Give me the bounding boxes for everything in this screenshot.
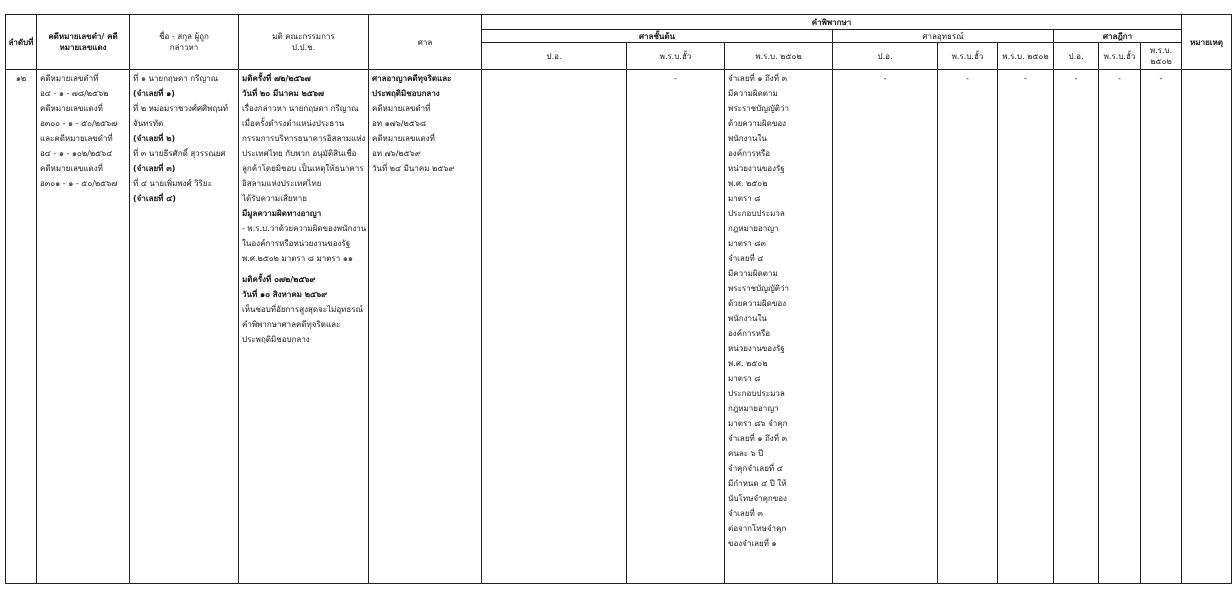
first-court-2502-line: ประกอบประมวล <box>728 209 785 218</box>
row-court <box>369 70 482 584</box>
first-court-2502-line: พนักงานใน <box>728 314 767 323</box>
first-court-2502-line: พ.ศ. ๒๕๐๒ <box>728 359 768 368</box>
header-resolution: มติ คณะกรรมการ ป.ป.ช. <box>239 15 369 70</box>
row-resolution <box>239 70 369 584</box>
resolution-1-date: วันที่ ๒๐ มีนาคม ๒๕๖๗ <box>242 89 325 98</box>
first-court-2502-line: มีความผิดตาม <box>728 269 778 278</box>
first-court-2502-line: มาตรา ๘ <box>728 374 761 383</box>
row-accused-names <box>130 70 239 584</box>
header-court: ศาล <box>369 15 482 70</box>
accused-line: (จำเลยที่ ๔) <box>133 194 176 203</box>
header-appeal-po: ป.อ. <box>833 43 938 70</box>
header-supreme-prb-hua: พ.ร.บ.ฮั้ว <box>1099 43 1141 70</box>
case-number-line: อ๔ - ๑ - ๑๐๒/๒๕๖๔ <box>40 149 113 158</box>
case-number-line: อ๔ - ๑ - ๗๘/๒๕๖๒ <box>40 89 109 98</box>
first-court-2502-line: กฎหมายอาญา <box>728 224 779 233</box>
row-appeal-prb-2502: - <box>998 70 1054 584</box>
first-court-2502-line: พระราชบัญญัติว่า <box>728 284 789 293</box>
resolution-1-line: ลูกค้าโดยมิชอบ เป็นเหตุให้ธนาคาร <box>242 164 364 173</box>
row-first-prb-hua: - <box>627 70 725 584</box>
row-appeal-prb-hua: - <box>938 70 998 584</box>
case-number-line: คดีหมายเลขแดงที่ <box>40 104 103 113</box>
row-appeal-po: - <box>833 70 938 584</box>
header-appeal-court: ศาลอุทธรณ์ <box>833 30 1054 43</box>
case-number-line: คดีหมายเลขดำที่ <box>40 74 99 83</box>
accused-line: (จำเลยที่ ๑) <box>133 89 175 98</box>
row-first-po <box>482 70 627 584</box>
resolution-1-line: ได้รับความเสียหาย <box>242 194 307 203</box>
first-court-2502-line: มาตรา ๘ <box>728 194 761 203</box>
resolution-1-basis-line: - พ.ร.บ.ว่าด้วยความผิดของพนักงาน <box>242 224 367 233</box>
first-court-2502-line: หน่วยงานของรัฐ <box>728 164 785 173</box>
resolution-1-line: เรื่องกล่าวหา นายกฤษดา กรีญาณ <box>242 104 359 113</box>
first-court-2502-line: ต่อจากโทษจำคุก <box>728 524 787 533</box>
accused-line: ที่ ๒ หม่อมราชวงศ์ศศิพฤนท์ <box>133 104 228 113</box>
first-court-2502-line: ด้วยความผิดของ <box>728 119 787 128</box>
resolution-2-line: เห็นชอบที่อัยการสูงสุดจะไม่อุทธรณ์ <box>242 305 364 314</box>
first-court-2502-line: หน่วยงานของรัฐ <box>728 344 785 353</box>
resolution-1-line: ประเทศไทย กับพวก อนุมัติสินเชื่อ <box>242 149 357 158</box>
accused-line: ที่ ๑ นายกฤษดา กรีญาณ <box>133 74 219 83</box>
header-name: ชื่อ - สกุล ผู้ถูกกล่าวหา <box>130 15 239 70</box>
row-supreme-prb-hua: - <box>1099 70 1141 584</box>
header-first-po: ป.อ. <box>482 43 627 70</box>
header-first-prb-hua: พ.ร.บ.ฮั้ว <box>627 43 725 70</box>
resolution-1-basis-line: พ.ศ.๒๕๐๒ มาตรา ๘ มาตรา ๑๑ <box>242 254 353 263</box>
resolution-1-line: กรรมการบริหารธนาคารอิสลามแห่ง <box>242 134 366 143</box>
resolution-1-basis-title: มีมูลความผิดทางอาญา <box>242 209 322 218</box>
first-court-2502-line: องค์การหรือ <box>728 329 771 338</box>
row-case-numbers <box>37 70 130 584</box>
accused-line: จันทรทัต <box>133 119 164 128</box>
row-no: ๑๒ <box>6 70 37 584</box>
header-supreme-po: ป.อ. <box>1054 43 1099 70</box>
judgment-table <box>5 14 1232 584</box>
first-court-2502-line: จำเลยที่ ๑ ถึงที่ ๓ <box>728 434 787 443</box>
header-judgment: คำพิพากษา <box>482 15 1182 30</box>
resolution-2-date: วันที่ ๑๐ สิงหาคม ๒๕๖๙ <box>242 290 327 299</box>
court-detail-line: อท ๑๗๖/๒๕๖๘ <box>372 119 427 128</box>
accused-line: ที่ ๔ นายเพิ่มพงศ์ วิริยะ <box>133 179 212 188</box>
resolution-1-line: อิสลามแห่งประเทศไทย <box>242 179 322 188</box>
court-name-line: ศาลอาญาคดีทุจริตและ <box>372 74 452 83</box>
court-name-line: ประพฤติมิชอบกลาง <box>372 89 440 98</box>
header-remark: หมายเหตุ <box>1182 15 1232 70</box>
case-number-line: และคดีหมายเลขดำที่ <box>40 134 113 143</box>
first-court-2502-line: ประกอบประมวล <box>728 389 785 398</box>
first-court-2502-line: มีกำหนด ๔ ปี ให้ <box>728 479 787 488</box>
row-remark <box>1182 70 1232 584</box>
case-number-line: คดีหมายเลขแดงที่ <box>40 164 103 173</box>
header-appeal-prb-2502: พ.ร.บ. ๒๕๐๒ <box>998 43 1054 70</box>
first-court-2502-line: จำเลยที่ ๓ <box>728 509 763 518</box>
resolution-2-line: ประพฤติมิชอบกลาง <box>242 335 310 344</box>
first-court-2502-line: กฎหมายอาญา <box>728 404 779 413</box>
accused-line: (จำเลยที่ ๓) <box>133 164 176 173</box>
first-court-2502-line: จำเลยที่ ๑ ถึงที่ ๓ <box>728 74 787 83</box>
header-appeal-prb-hua: พ.ร.บ.ฮั้ว <box>938 43 998 70</box>
header-case-no: คดีหมายเลขดำ/ คดีหมายเลขแดง <box>37 15 130 70</box>
court-detail-line: วันที่ ๒๔ มีนาคม ๒๕๖๙ <box>372 164 455 173</box>
first-court-2502-line: มาตรา ๘๖ จำคุก <box>728 419 788 428</box>
first-court-2502-line: พนักงานใน <box>728 134 767 143</box>
accused-line: ที่ ๓ นายธีรศักดิ์ สุวรรณยศ <box>133 149 226 158</box>
first-court-2502-line: จำคุกจำเลยที่ ๔ <box>728 464 783 473</box>
first-court-2502-line: ของจำเลยที่ ๑ <box>728 539 777 548</box>
row-first-prb-2502 <box>725 70 833 584</box>
court-detail-line: คดีหมายเลขดำที่ <box>372 104 431 113</box>
row-supreme-po: - <box>1054 70 1099 584</box>
first-court-2502-line: พ.ศ. ๒๕๐๒ <box>728 179 768 188</box>
accused-line: (จำเลยที่ ๒) <box>133 134 176 143</box>
court-detail-line: อท ๗๖/๒๕๖๙ <box>372 149 421 158</box>
first-court-2502-line: พระราชบัญญัติว่า <box>728 104 789 113</box>
resolution-2-title: มติครั้งที่ ๐๗๒/๒๕๖๙ <box>242 275 316 284</box>
case-number-line: อ๓๐๑ - ๑ - ๕๐/๒๕๖๗ <box>40 179 118 188</box>
first-court-2502-line: จำเลยที่ ๔ <box>728 254 764 263</box>
header-supreme-prb-2502: พ.ร.บ. ๒๕๐๒ <box>1141 43 1182 70</box>
header-no: ลำดับที่ <box>6 15 37 70</box>
first-court-2502-line: นับโทษจำคุกของ <box>728 494 787 503</box>
header-first-prb-2502: พ.ร.บ. ๒๕๐๒ <box>725 43 833 70</box>
first-court-2502-line: มีความผิดตาม <box>728 89 778 98</box>
first-court-2502-line: มาตรา ๘๓ <box>728 239 766 248</box>
row-supreme-prb-2502: - <box>1141 70 1182 584</box>
resolution-1-line: เมื่อครั้งดำรงตำแหน่งประธาน <box>242 119 345 128</box>
case-number-line: อ๓๐๐ - ๑ - ๕๐/๒๕๖๗ <box>40 119 118 128</box>
first-court-2502-line: องค์การหรือ <box>728 149 771 158</box>
header-first-court: ศาลชั้นต้น <box>482 30 833 43</box>
first-court-2502-line: ด้วยความผิดของ <box>728 299 787 308</box>
resolution-1-title: มติครั้งที่ ๗๒/๒๕๖๗ <box>242 74 311 83</box>
resolution-1-basis-line: ในองค์การหรือหน่วยงานของรัฐ <box>242 239 351 248</box>
court-detail-line: คดีหมายเลขแดงที่ <box>372 134 435 143</box>
resolution-2-line: คำพิพากษาศาลคดีทุจริตและ <box>242 320 341 329</box>
first-court-2502-line: คนละ ๖ ปี <box>728 449 764 458</box>
header-supreme-court: ศาลฎีกา <box>1054 30 1182 43</box>
